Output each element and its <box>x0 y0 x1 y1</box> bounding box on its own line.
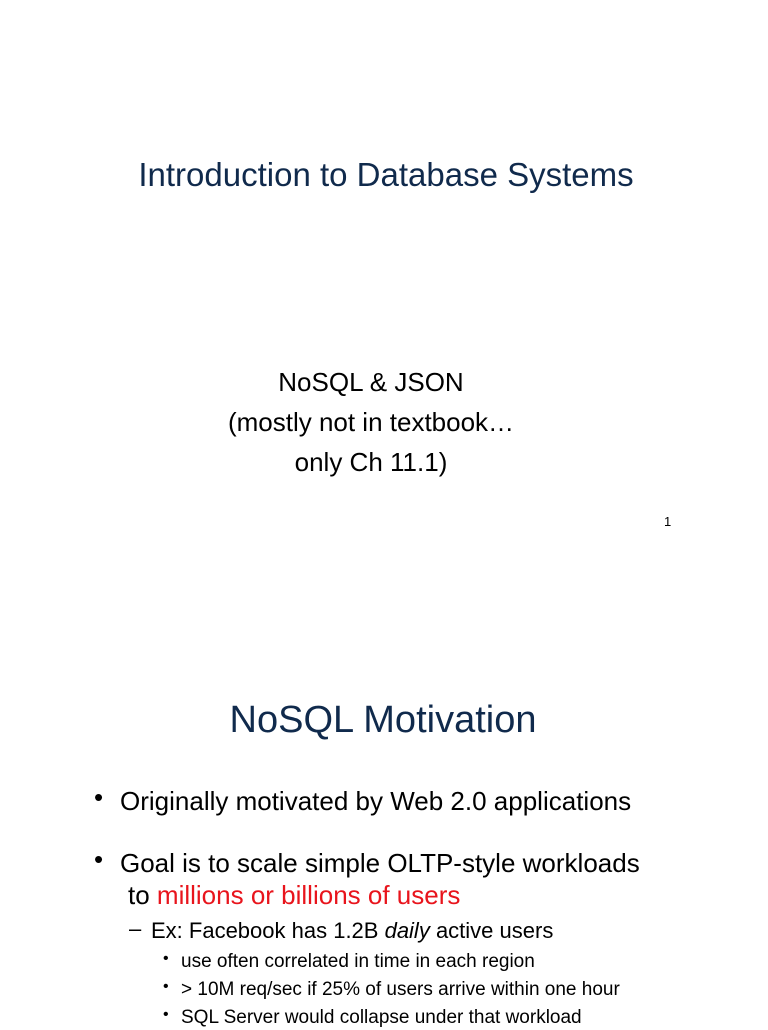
subtitle-line-3: only Ch 11.1) <box>294 447 448 477</box>
sub-bullet-1 <box>129 916 554 945</box>
slide-2 <box>0 576 768 1028</box>
bullet-dot-icon: • <box>163 978 169 995</box>
dash-icon: – <box>129 916 142 941</box>
subsub-bullet-1-text: use often correlated in time in each region <box>181 951 535 972</box>
page-number: 1 <box>664 514 672 529</box>
subsub-bullet-3-text: SQL Server would collapse under that workload <box>181 1007 582 1028</box>
bullet-2 <box>94 844 640 879</box>
bullet-dot-icon: • <box>163 950 169 967</box>
bullet-1-text: Originally motivated by Web 2.0 applications <box>120 786 632 816</box>
subtitle-line-1: NoSQL & JSON <box>278 367 464 397</box>
bullet-2-line-1: Goal is to scale simple OLTP-style workloads <box>120 848 640 878</box>
sub-bullet-prefix: Ex: Facebook has 1.2B <box>151 918 385 943</box>
subtitle-line-2: (mostly not in textbook… <box>227 407 515 437</box>
bullet-1 <box>94 782 632 817</box>
bullet-2-highlight: millions or billions of users <box>156 880 461 910</box>
subsub-bullet-1 <box>163 950 535 974</box>
bullet-dot-icon: • <box>94 844 104 874</box>
bullet-dot-icon: • <box>94 782 104 812</box>
bullet-dot-icon: • <box>163 1006 169 1023</box>
subsub-bullet-2 <box>163 978 620 1002</box>
slide-1-title: Introduction to Database Systems <box>138 156 634 193</box>
subsub-bullet-2-text: > 10M req/sec if 25% of users arrive within one hour <box>181 979 620 1000</box>
slide-1-subtitle <box>0 362 742 482</box>
sub-bullet-emphasis: daily <box>384 918 430 943</box>
bullet-2-line-2-prefix: to <box>128 880 157 910</box>
sub-bullet-suffix: active users <box>429 918 554 943</box>
slide-2-title: NoSQL Motivation <box>229 699 537 741</box>
subsub-bullet-3 <box>163 1006 582 1030</box>
bullet-2-continuation <box>128 879 460 911</box>
